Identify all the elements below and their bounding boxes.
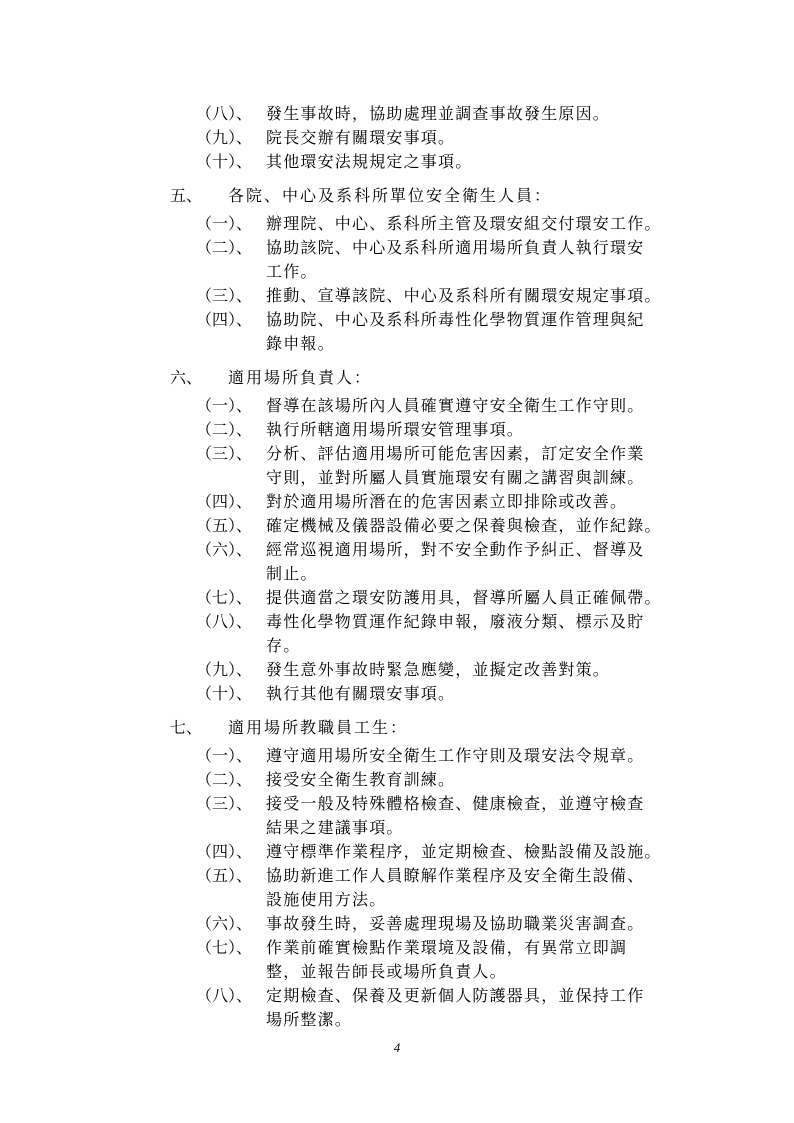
item-number: （四）、 <box>196 310 253 329</box>
list-item <box>196 1008 696 1032</box>
item-text: 提供適當之環安防護用具，督導所屬人員正確佩帶。 <box>266 588 662 607</box>
item-text-continued: 場所整潔。 <box>266 1010 353 1029</box>
item-text: 作業前確實檢點作業環境及設備，有異常立即調 <box>266 938 628 957</box>
list-item <box>196 236 696 260</box>
section-title: 各院、中心及系科所單位安全衛生人員： <box>228 186 553 205</box>
item-text-continued: 錄申報。 <box>266 334 335 353</box>
item-text: 執行所轄適用場所環安管理事項。 <box>266 420 525 439</box>
list-item <box>196 768 696 792</box>
item-number: （二）、 <box>196 420 253 439</box>
section-number: 七、 <box>170 718 203 737</box>
item-text: 院長交辦有關環安事項。 <box>266 128 456 147</box>
item-text-continued: 設施使用方法。 <box>266 890 387 909</box>
list-item <box>196 212 696 236</box>
list-item <box>196 126 696 150</box>
item-text: 定期檢查、保養及更新個人防護器具，並保持工作 <box>266 986 645 1005</box>
item-text-continued: 結果之建議事項。 <box>266 818 404 837</box>
list-item <box>196 658 696 682</box>
list-item <box>196 912 696 936</box>
section-number: 六、 <box>170 368 203 387</box>
item-number: （三）、 <box>196 286 253 305</box>
list-item <box>196 864 696 888</box>
item-text: 辦理院、中心、系科所主管及環安組交付環安工作。 <box>266 214 662 233</box>
list-item <box>196 260 696 284</box>
item-number: （二）、 <box>196 770 253 789</box>
list-item <box>196 150 696 174</box>
list-item <box>196 634 696 658</box>
list-item <box>196 586 696 610</box>
item-text: 發生事故時，協助處理並調查事故發生原因。 <box>266 104 611 123</box>
item-text: 接受一般及特殊體格檢查、健康檢查，並遵守檢查 <box>266 794 645 813</box>
list-item <box>196 102 696 126</box>
list-item <box>196 610 696 634</box>
item-number: （六）、 <box>196 540 253 559</box>
section-heading <box>170 366 690 390</box>
item-number: （七）、 <box>196 938 253 957</box>
item-number: （三）、 <box>196 444 253 463</box>
list-item <box>196 744 696 768</box>
item-text: 事故發生時，妥善處理現場及協助職業災害調查。 <box>266 914 645 933</box>
item-number: （二）、 <box>196 238 253 257</box>
section-title: 適用場所教職員工生： <box>228 718 409 737</box>
item-text: 協助該院、中心及系科所適用場所負責人執行環安 <box>266 238 645 257</box>
item-number: （一）、 <box>196 396 253 415</box>
item-text-continued: 制止。 <box>266 564 318 583</box>
item-text: 推動、宣導該院、中心及系科所有關環安規定事項。 <box>266 286 662 305</box>
list-item <box>196 514 696 538</box>
list-item <box>196 562 696 586</box>
item-number: （八）、 <box>196 612 253 631</box>
list-item <box>196 394 696 418</box>
item-text: 對於適用場所潛在的危害因素立即排除或改善。 <box>266 492 628 511</box>
item-number: （六）、 <box>196 914 253 933</box>
list-item <box>196 332 696 356</box>
item-number: （九）、 <box>196 660 253 679</box>
item-text: 協助新進工作人員瞭解作業程序及安全衛生設備、 <box>266 866 645 885</box>
item-number: （十）、 <box>196 684 253 703</box>
list-item <box>196 960 696 984</box>
item-number: （五）、 <box>196 516 253 535</box>
list-item <box>196 840 696 864</box>
item-text: 遵守適用場所安全衛生工作守則及環安法令規章。 <box>266 746 645 765</box>
list-item <box>196 682 696 706</box>
list-item <box>196 466 696 490</box>
item-text: 執行其他有關環安事項。 <box>266 684 456 703</box>
section-title: 適用場所負責人： <box>228 368 373 387</box>
item-text: 發生意外事故時緊急應變，並擬定改善對策。 <box>266 660 611 679</box>
section-heading <box>170 184 690 208</box>
item-number: （七）、 <box>196 588 253 607</box>
item-text: 督導在該場所內人員確實遵守安全衛生工作守則。 <box>266 396 645 415</box>
item-number: （九）、 <box>196 128 253 147</box>
list-item <box>196 538 696 562</box>
list-item <box>196 792 696 816</box>
item-text: 協助院、中心及系科所毒性化學物質運作管理與紀 <box>266 310 645 329</box>
item-text-continued: 整，並報告師長或場所負責人。 <box>266 962 507 981</box>
item-text: 接受安全衛生教育訓練。 <box>266 770 456 789</box>
item-text: 經常巡視適用場所，對不安全動作予糾正、督導及 <box>266 540 645 559</box>
item-text-continued: 工作。 <box>266 262 318 281</box>
list-item <box>196 888 696 912</box>
item-text: 其他環安法規規定之事項。 <box>266 152 473 171</box>
list-item <box>196 442 696 466</box>
section-number: 五、 <box>170 186 203 205</box>
item-text: 遵守標準作業程序，並定期檢查、檢點設備及設施。 <box>266 842 662 861</box>
item-number: （十）、 <box>196 152 253 171</box>
item-number: （五）、 <box>196 866 253 885</box>
item-text: 確定機械及儀器設備必要之保養與檢查，並作紀錄。 <box>266 516 662 535</box>
item-number: （四）、 <box>196 492 253 511</box>
item-text: 毒性化學物質運作紀錄申報，廢液分類、標示及貯 <box>266 612 645 631</box>
page-number: 4 <box>393 1040 401 1055</box>
list-item <box>196 284 696 308</box>
list-item <box>196 984 696 1008</box>
list-item <box>196 490 696 514</box>
list-item <box>196 418 696 442</box>
item-number: （八）、 <box>196 986 253 1005</box>
item-number: （八）、 <box>196 104 253 123</box>
item-number: （一）、 <box>196 746 253 765</box>
list-item <box>196 816 696 840</box>
item-number: （一）、 <box>196 214 253 233</box>
item-text: 分析、評估適用場所可能危害因素，訂定安全作業 <box>266 444 645 463</box>
section-heading <box>170 716 690 740</box>
item-text-continued: 守則，並對所屬人員實施環安有關之講習與訓練。 <box>266 468 645 487</box>
list-item <box>196 936 696 960</box>
item-text-continued: 存。 <box>266 636 301 655</box>
item-number: （四）、 <box>196 842 253 861</box>
list-item <box>196 308 696 332</box>
item-number: （三）、 <box>196 794 253 813</box>
